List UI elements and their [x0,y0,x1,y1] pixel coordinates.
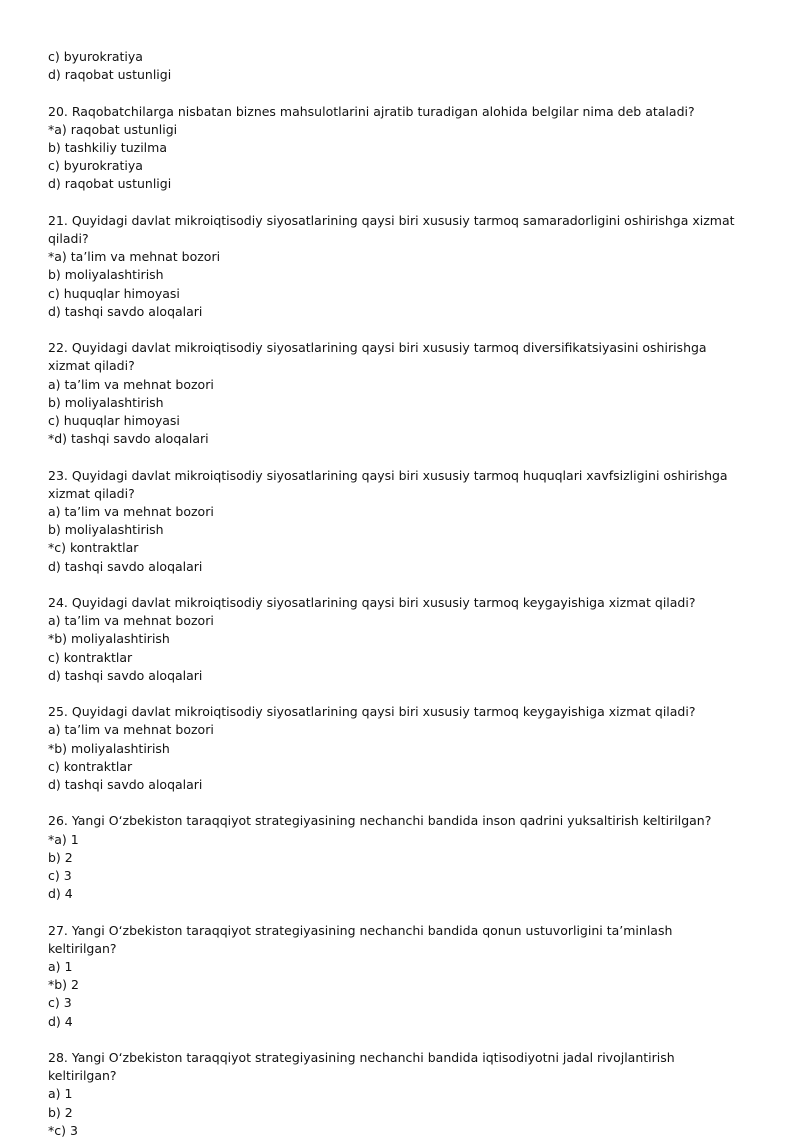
option-line: d) 4 [48,1013,73,1029]
option-line: c) 3 [48,868,72,884]
question-block-28 [48,1049,750,1140]
question-text: 25. Quyidagi davlat mikroiqtisodiy siyosatlarining qaysi biri xususiy tarmoq keygayishiga xizmat qiladi? [48,704,696,720]
question-text: 27. Yangi O‘zbekiston taraqqiyot strategiyasining nechanchi bandida qonun ustuvorligini ta’minlash keltirilgan? [48,922,673,956]
question-block-27 [48,922,750,1031]
option-line: c) kontraktlar [48,649,133,665]
question-block-22 [48,339,750,448]
question-text: 23. Quyidagi davlat mikroiqtisodiy siyosatlarining qaysi biri xususiy tarmoq huquqlari xavfsizligini oshirishga xizmat qiladi? [48,467,728,501]
top-fragment [48,48,750,84]
option-line: a) ta’lim va mehnat bozori [48,504,214,520]
option-line: *c) 3 [48,1122,78,1138]
option-line: a) ta’lim va mehnat bozori [48,376,214,392]
option-line: d) tashqi savdo aloqalari [48,558,203,574]
option-line: b) tashkiliy tuzilma [48,140,167,155]
option-line: c) huquqlar himoyasi [48,285,180,301]
option-line: b) 2 [48,1104,73,1120]
option-line: *a) raqobat ustunligi [48,121,178,137]
option-line: *c) kontraktlar [48,540,139,556]
question-block-23 [48,467,750,576]
option-line: b) 2 [48,849,73,865]
option-line: *b) 2 [48,977,79,993]
option-line: *d) tashqi savdo aloqalari [48,431,209,447]
option-line: d) raqobat ustunligi [48,176,172,192]
option-line: d) tashqi savdo aloqalari [48,303,203,319]
option-line: *a) ta’lim va mehnat bozori [48,249,221,265]
option-line: *a) 1 [48,831,79,847]
option-line: b) moliyalashtirish [48,394,164,410]
option-line: c) byurokratiya [48,49,143,64]
option-line: *b) moliyalashtirish [48,631,170,647]
option-line: d) tashqi savdo aloqalari [48,777,203,793]
question-block-26 [48,812,750,903]
question-text: 20. Raqobatchilarga nisbatan biznes mahsulotlarini ajratib turadigan alohida belgilar nima deb ataladi? [48,103,695,119]
option-line: b) moliyalashtirish [48,522,164,538]
option-line: c) byurokratiya [48,158,143,174]
question-text: 22. Quyidagi davlat mikroiqtisodiy siyosatlarining qaysi biri xususiy tarmoq diversifikatsiyasini oshirishga xizmat qiladi? [48,340,707,374]
option-line: d) raqobat ustunligi [48,67,172,83]
option-line: a) 1 [48,1086,73,1102]
question-block-20 [48,103,750,194]
question-text: 26. Yangi O‘zbekiston taraqqiyot strategiyasining nechanchi bandida inson qadrini yuksaltirish keltirilgan? [48,813,712,829]
question-block-21 [48,212,750,321]
option-line: c) 3 [48,995,72,1011]
option-line: c) kontraktlar [48,758,133,774]
question-text: 28. Yangi O‘zbekiston taraqqiyot strategiyasining nechanchi bandida iqtisodiyotni jadal rivojlantirish keltirilgan? [48,1050,675,1084]
option-line: d) tashqi savdo aloqalari [48,667,203,683]
question-block-24 [48,594,750,685]
question-text: 21. Quyidagi davlat mikroiqtisodiy siyosatlarining qaysi biri xususiy tarmoq samaradorligini oshirishga xizmat qiladi? [48,212,735,246]
option-line: d) 4 [48,886,73,902]
option-line: a) ta’lim va mehnat bozori [48,722,214,738]
option-line: c) huquqlar himoyasi [48,413,180,429]
option-line: b) moliyalashtirish [48,267,164,283]
option-line: *b) moliyalashtirish [48,740,170,756]
question-text: 24. Quyidagi davlat mikroiqtisodiy siyosatlarining qaysi biri xususiy tarmoq keygayishiga xizmat qiladi? [48,595,696,611]
option-line: a) ta’lim va mehnat bozori [48,613,214,629]
question-block-25 [48,703,750,794]
option-line: a) 1 [48,959,73,975]
